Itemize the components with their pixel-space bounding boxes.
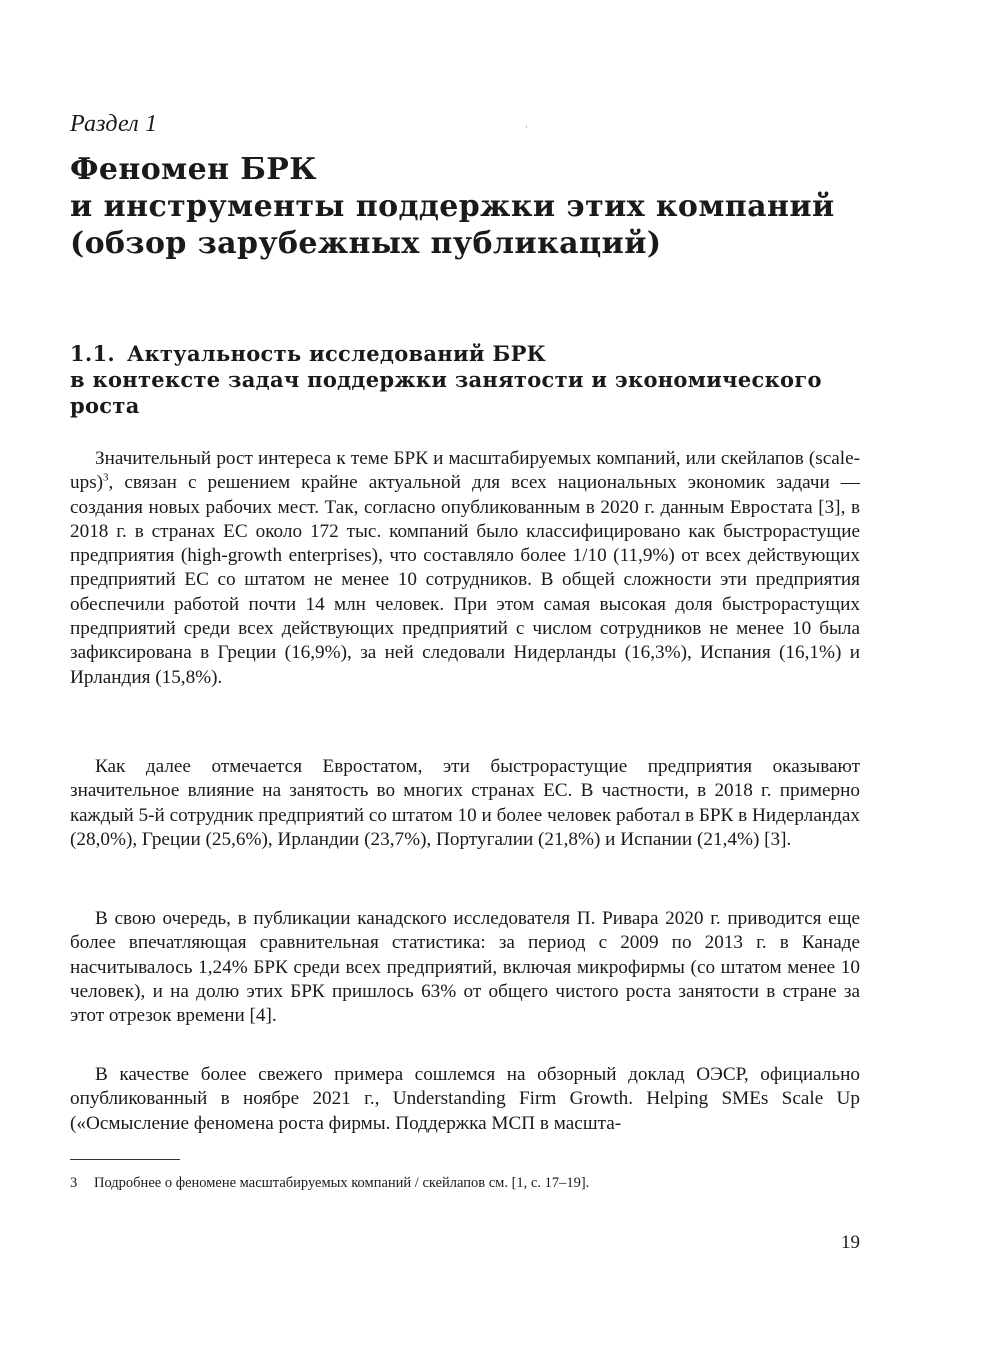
subsection-title-text: Актуальность исследований БРК	[127, 341, 547, 366]
chapter-title	[70, 151, 835, 262]
body-paragraph: В качестве более свежего примера сошлемся на обзорный доклад ОЭСР, официально опубликованный в ноябре 2021 г., Understanding Firm Growth. Helping SMEs Scale Up («Осмысление феномена роста фирмы. Поддержка МСП в масшта-	[70, 1064, 860, 1134]
body-paragraph: В свою очередь, в публикации канадского исследователя П. Ривара 2020 г. приводится еще более впечатляющая сравнительная статистика: за период с 2009 по 2013 г. в Канаде насчитывалось 1,24% БРК среди всех предприятий, включая микрофирмы (со штатом менее 10 человек), и на долю этих БРК пришлось 63% от общего чистого роста занятости в стране за этот отрезок времени [4].	[70, 908, 860, 1027]
body-paragraph	[70, 447, 860, 690]
chapter-title-line: и инструменты поддержки этих компаний	[70, 189, 835, 224]
chapter-title-line: Феномен БРК	[70, 152, 317, 187]
scan-speck	[526, 126, 527, 128]
body-paragraph: Как далее отмечается Евростатом, эти быстрорастущие предприятия оказывают значительное влияние на занятость во многих странах ЕС. В частности, в 2018 г. примерно каждый 5-й сотрудник предприятий со штатом 10 и более человек работал в БРК в Нидерландах (28,0%), Греции (25,6%), Ирландии (23,7%), Португалии (21,8%) и Испании (21,4%) [3].	[70, 756, 860, 850]
book-page	[70, 0, 860, 1353]
subsection-number: 1.1.	[70, 341, 116, 366]
section-label: Раздел 1	[70, 111, 158, 137]
paragraph-text: Значительный рост интереса к теме БРК и масштабируемых компаний, или скейлапов (scale-ups)	[70, 448, 860, 494]
footnote-reference[interactable]: 3	[103, 471, 109, 484]
footnote	[70, 1174, 589, 1192]
subsection-title-line	[70, 341, 822, 367]
footnote-number: 3	[70, 1175, 78, 1191]
subsection-title-line: роста	[70, 393, 140, 418]
page-number: 19	[841, 1232, 860, 1253]
subsection-title-line: в контексте задач поддержки занятости и экономического	[70, 367, 822, 392]
chapter-title-line: (обзор зарубежных публикаций)	[70, 226, 662, 261]
footnote-text: Подробнее о феномене масштабируемых компаний / скейлапов см. [1, с. 17–19].	[94, 1175, 590, 1191]
paragraph-text: , связан с решением крайне актуальной для всех национальных экономик задачи — создания новых рабочих мест. Так, согласно опубликованным в 2020 г. данным Евростата [3], в 2018 г. в странах ЕС около 172 тыс. компаний было классифицировано как быстрорастущие предприятия (high-growth enterprises), что составляло более 1/10 (11,9%) от всех действующих предприятий ЕС со штатом не менее 10 сотрудников. В общей сложности эти предприятия обеспечили работой почти 14 млн человек. При этом самая высокая доля быстрорастущих предприятий среди всех действующих предприятий с числом сотрудников не менее 10 была зафиксирована в Греции (16,9%), за ней следовали Нидерланды (16,3%), Испания (16,1%) и Ирландия (15,8%).	[70, 472, 860, 688]
footnote-divider	[70, 1159, 180, 1160]
subsection-title	[70, 341, 822, 419]
